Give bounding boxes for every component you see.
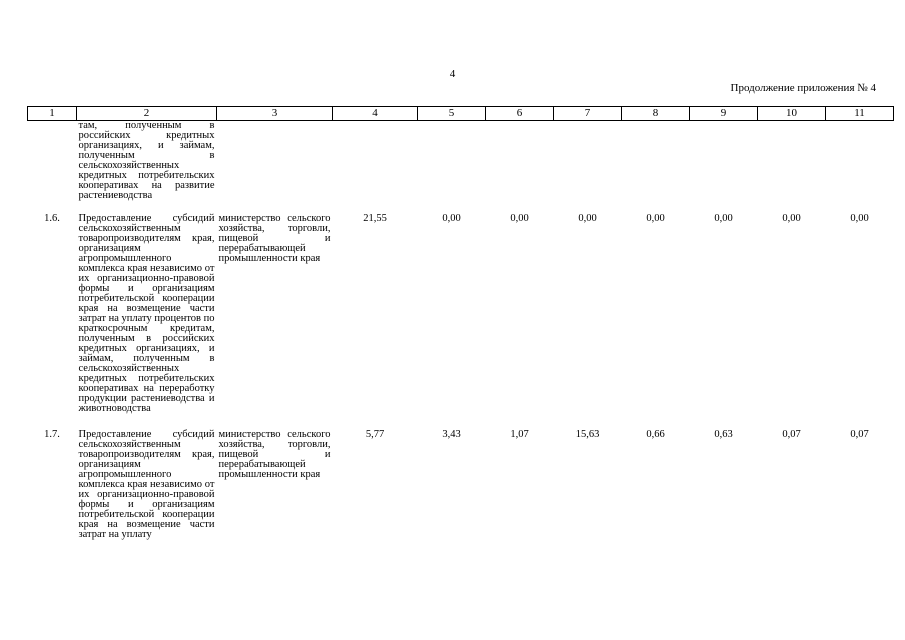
row-value: 0,07 xyxy=(850,429,869,440)
row-value: 5,77 xyxy=(365,429,385,440)
row-value: 0,00 xyxy=(510,213,529,224)
row-value: 0,00 xyxy=(442,213,461,224)
column-header: 4 xyxy=(333,107,418,121)
continuation-row xyxy=(28,121,894,211)
row-value: 0,00 xyxy=(850,213,869,224)
row-value: 0,00 xyxy=(578,213,597,224)
page-number: 4 xyxy=(449,68,456,80)
appendix-note: Продолжение приложения № 4 xyxy=(730,82,876,94)
row-value: 0,00 xyxy=(714,213,733,224)
row-value: 3,43 xyxy=(442,429,461,440)
continuation-text: там, полученным в российских кредитных организациях, и займам, полученным в сельскохозяйственных кредитных потребительских кооперативах на развитие растениеводства xyxy=(78,120,215,201)
column-header: 11 xyxy=(826,107,894,121)
row-executor: министерство сельского хозяйства, торговли, пищевой и перерабатывающей промышленности края xyxy=(218,429,331,480)
row-index: 1.6. xyxy=(44,213,60,224)
row-value: 1,07 xyxy=(510,429,529,440)
row-value: 0,66 xyxy=(646,429,665,440)
row-description: Предоставление субсидий сельскохозяйственным товаропроизводителям края, организациям агропромышленного комплекса края независимо от их организационно-правовой формы и организациям потребительской кооперации края на возмещение части затрат на уплату процентов по краткосрочным кредитам, полученным в российских кредитных организациях, и займам, полученным в сельскохозяйственных кредитных потребительских кооперативах на переработку продукции растениеводства и животноводства xyxy=(78,213,215,414)
column-header: 6 xyxy=(486,107,554,121)
column-header: 1 xyxy=(28,107,77,121)
column-header: 10 xyxy=(758,107,826,121)
header-row xyxy=(28,107,894,121)
column-header: 3 xyxy=(217,107,333,121)
row-index: 1.7. xyxy=(44,429,60,440)
row-description: Предоставление субсидий сельскохозяйственным товаропроизводителям края, организациям агропромышленного комплекса края независимо от их организационно-правовой формы и организациям потребительской кооперации края на возмещение части затрат на уплату xyxy=(78,429,215,540)
column-header: 8 xyxy=(622,107,690,121)
table-row xyxy=(28,210,894,426)
row-executor: министерство сельского хозяйства, торговли, пищевой и перерабатывающей промышленности края xyxy=(218,213,331,264)
column-header: 9 xyxy=(690,107,758,121)
row-value: 15,63 xyxy=(575,429,600,440)
row-value: 0,00 xyxy=(782,213,801,224)
row-value: 0,63 xyxy=(714,429,733,440)
data-table xyxy=(27,106,894,552)
row-value: 0,07 xyxy=(782,429,801,440)
column-header: 2 xyxy=(77,107,217,121)
table-row xyxy=(28,426,894,552)
row-value: 21,55 xyxy=(363,213,387,224)
column-header: 5 xyxy=(418,107,486,121)
column-header: 7 xyxy=(554,107,622,121)
row-value: 0,00 xyxy=(646,213,665,224)
